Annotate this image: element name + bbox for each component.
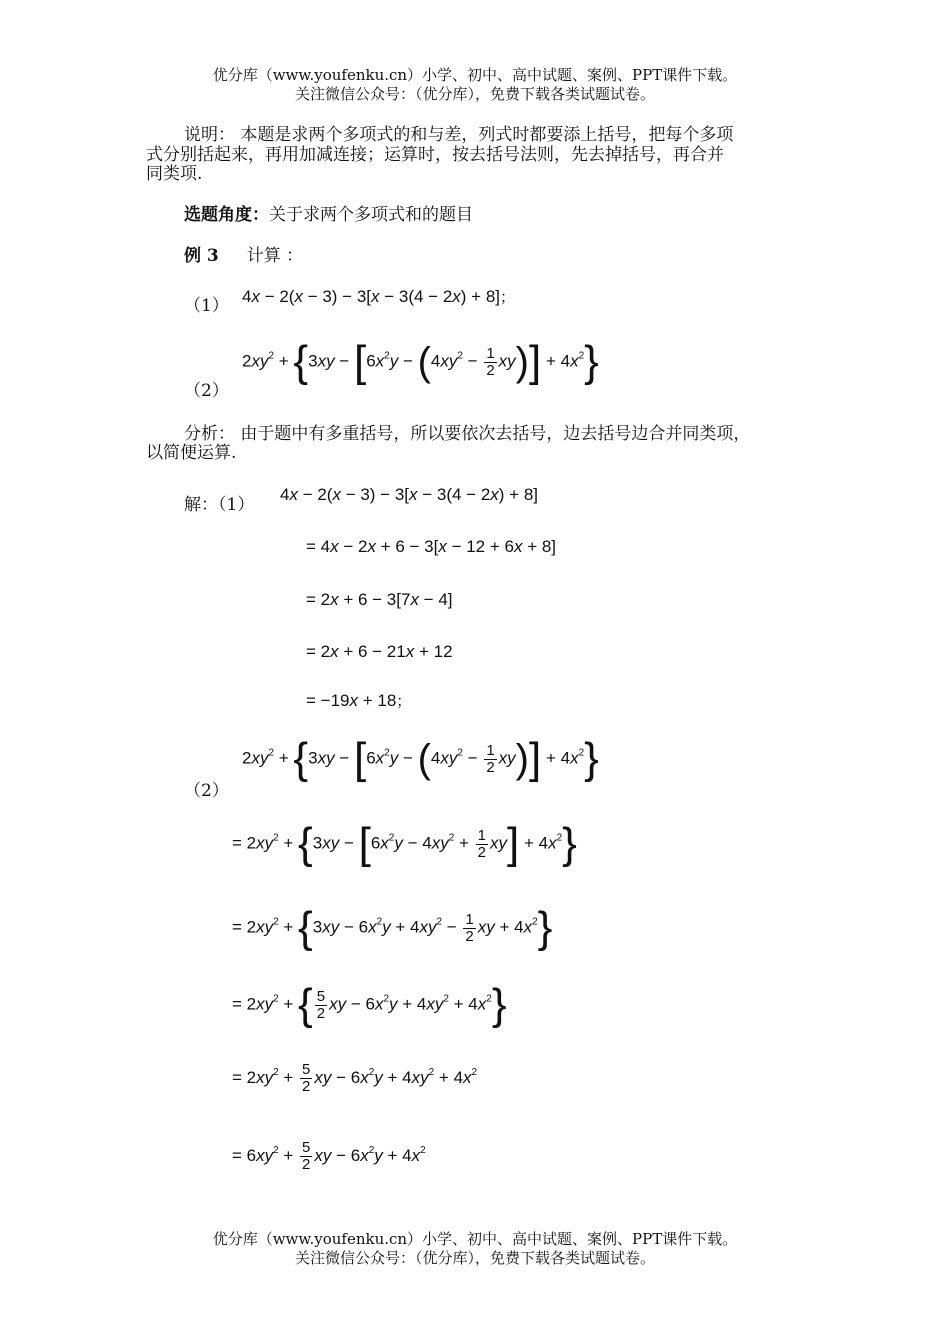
- solution-2-step-0: $2xy^2 + \{3xy - [6x^2y - (4xy^2$ − $\frac{1}{2}$ $xy)] + 4x^2$}: [242, 734, 599, 783]
- solution-1-step-0: 4x − 2(x − 3) − 3[x − 3(4 − 2x) + 8]: [280, 485, 539, 504]
- solution-1-step-1: = 4x − 2x + 6 − 3[x − 12 + 6x + 8]: [306, 537, 557, 556]
- solution-2-step-5: = $6xy^2$ + $\frac{5}{2}$ xy − $6x^2y + 4x^2$: [232, 1139, 426, 1173]
- example-instruction: 计算 ：: [246, 246, 304, 266]
- solution-1-label: 解：（1）: [184, 495, 255, 515]
- header-line-2: 关注微信公众号：（优分库），免费下载各类试题试卷。: [294, 85, 655, 103]
- solution-1-step-3: = 2x + 6 − 21x + 12: [306, 642, 453, 661]
- solution-2-step-2: = $2xy^2 + \{3xy - 6x^2y + 4xy^2$ − $\frac{1}{2}$ xy + $4x^2$}: [232, 903, 553, 952]
- problem-1-label: （1）: [184, 296, 229, 316]
- topic-angle: [184, 205, 473, 225]
- solution-2-step-3: = $2xy^2$ + { $\frac{5}{2}$ xy − $6x^2y + 4xy^2 + 4x^2$}: [232, 980, 507, 1029]
- explanation-line-2: 式分别括起来，再用加减连接；运算时，按去括号法则，先去掉括号，再合并: [146, 145, 724, 165]
- footer-line-2: 关注微信公众号：（优分库），免费下载各类试题试卷。: [294, 1249, 655, 1267]
- solution-1-step-4: = −19x + 18；: [306, 691, 412, 710]
- solution-2-step-4: = $2xy^2$ + $\frac{5}{2}$ xy − $6x^2y + 4xy^2 + 4x^2$: [232, 1061, 478, 1095]
- problem-2-expression: $2xy^2 + \{3xy - [6x^2y - (4xy^2$ − $\frac{1}{2}$ $xy)] + 4x^2$}: [242, 337, 599, 386]
- problem-2-label: （2）: [184, 381, 229, 401]
- solution-1-step-2: = 2x + 6 − 3[7x − 4]: [306, 590, 453, 609]
- example-label: 例 3: [184, 246, 219, 266]
- topic-angle-text: 关于求两个多项式和的题目: [269, 205, 473, 225]
- analysis-line-1: 分析： 由于题中有多重括号，所以要依次去括号，边去括号边合并同类项，: [184, 424, 751, 444]
- footer-line-1: 优分库（www.youfenku.cn）小学、初中、高中试题、案例、PPT课件下载。: [212, 1230, 738, 1248]
- topic-angle-label: 选题角度：: [184, 205, 269, 225]
- example-heading: [184, 246, 303, 266]
- solution-2-step-1: = $2xy^2 + \{3xy - [6x^2y - 4xy^2$ + $\frac{1}{2}$ $xy] + 4x^2$}: [232, 819, 577, 868]
- problem-1-expression: 4x − 2(x − 3) − 3[x − 3(4 − 2x) + 8]；: [242, 287, 516, 306]
- explanation-line-1: 说明： 本题是求两个多项式的和与差，列式时都要添上括号，把每个多项: [184, 125, 734, 145]
- header-line-1: 优分库（www.youfenku.cn）小学、初中、高中试题、案例、PPT课件下载。: [212, 66, 738, 84]
- explanation-line-3: 同类项.: [146, 164, 203, 184]
- analysis-line-2: 以简便运算.: [146, 443, 237, 463]
- solution-2-label: （2）: [184, 781, 229, 801]
